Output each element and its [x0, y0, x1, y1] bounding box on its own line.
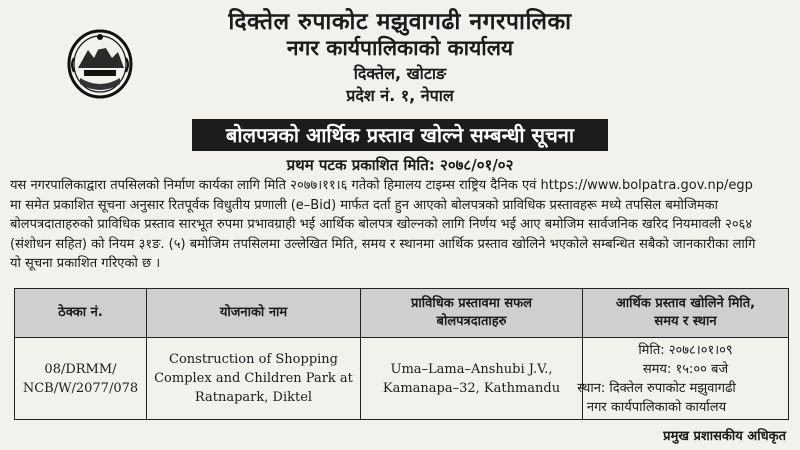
office-name: नगर कार्यपालिकाको कार्यालय — [286, 36, 514, 60]
cell-schedule — [577, 338, 789, 420]
header-bidder-line1: प्राविधिक प्रस्तावमा सफल — [411, 296, 532, 311]
header-project-name: योजनाको नाम — [147, 289, 361, 338]
header-contract-no: ठेक्का नं. — [15, 289, 147, 338]
header-schedule-line2: समय र स्थान — [654, 314, 717, 329]
signoff: प्रमुख प्रशासकीय अधिकृत — [663, 429, 786, 444]
project-line3: Ratnapark, Diktel — [194, 390, 313, 405]
body-line: मा समेत प्रकाशित सूचना अनुसार रितपूर्वक विधुतीय प्रणाली (e–Bid) मार्फत दर्ता हुन आएको बोलपत्रको प्राविधिक प्रस्तावहरू मध्ये तपसिल बमोजिमका — [10, 197, 719, 213]
body-line: (संशोधन सहित) को नियम ३१ङ. (५) बमोजिम तपसिलमा उल्लेखित मिति, समय र स्थानमा आर्थिक प्रस्ताव खोलिने भएकोले सम्बन्धित सबैको जानकारीका लागि — [10, 236, 756, 252]
table-row — [15, 338, 789, 420]
body-line: यो सूचना प्रकाशित गरिएको छ । — [10, 256, 161, 271]
header-bidder-line2: बोलपत्रदाताहरु — [436, 314, 507, 329]
project-line1: Construction of Shopping — [169, 352, 338, 367]
body-line: बोलपत्रदाताहरुको प्राविधिक प्रस्ताव सारभूत रुपमा प्रभावग्राही भई आर्थिक बोलपत्र खोल्नको लागि निर्णय भई आए बमोजिम सार्वजनिक खरिद नियमावली २०६४ — [10, 217, 753, 232]
province-line: प्रदेश नं. १, नेपाल — [346, 86, 454, 105]
project-line2: Complex and Children Park at — [154, 371, 353, 386]
schedule-place-line2: नगर कार्यपालिकाको कार्यालय — [586, 399, 727, 415]
cell-project-name — [147, 338, 361, 420]
cell-contract-no — [15, 338, 147, 420]
bidder-line2: Kamanapa–32, Kathmandu — [382, 380, 561, 396]
schedule-date: मिति: २०७८।०१।०९ — [638, 342, 733, 358]
office-location: दिक्तेल, खोटाङ — [353, 64, 447, 83]
contract-line2: NCB/W/2077/078 — [22, 380, 139, 396]
published-date: प्रथम पटक प्रकाशित मिति: २०७८/०१/०२ — [286, 156, 514, 174]
schedule-time: समय: १५:०० बजे — [642, 361, 729, 377]
header-schedule-line1: आर्थिक प्रस्ताव खोलिने मिति, — [615, 296, 756, 311]
notice-title: बोलपत्रको आर्थिक प्रस्ताव खोल्ने सम्बन्धी सूचना — [192, 119, 608, 151]
bid-schedule-table — [14, 288, 789, 420]
notice-body — [10, 176, 790, 274]
bidder-line1: Uma–Lama–Anshubi J.V., — [390, 361, 553, 377]
schedule-place-line1: स्थान: दिक्तेल रुपाकोट मझुवागढी — [577, 380, 736, 396]
table-header-row — [15, 289, 789, 338]
header-bidder — [361, 289, 583, 338]
body-line: यस नगरपालिकाद्वारा तपसिलको निर्माण कार्यका लागि मिति २०७७।११।६ गतेको हिमालय टाइम्स राष्ट्रिय दैनिक एवं https://www.bolpatra.gov.np/egp — [10, 178, 753, 193]
municipality-emblem-icon — [66, 28, 134, 100]
header-schedule — [583, 289, 789, 338]
municipality-name: दिक्तेल रुपाकोट मझुवागढी नगरपालिका — [228, 9, 572, 35]
contract-line1: 08/DRMM/ — [44, 361, 117, 377]
